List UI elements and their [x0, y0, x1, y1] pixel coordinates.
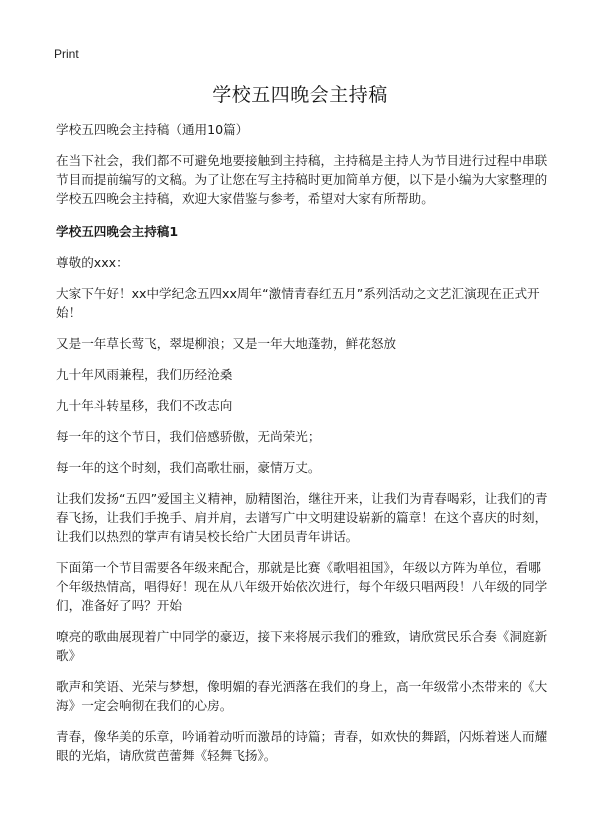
body-paragraph: 每一年的这个节日，我们倍感骄傲，无尚荣光；: [56, 429, 321, 444]
body-paragraph: 下面第一个节目需要各年级来配合，那就是比赛《歌唱祖国》，年级以方阵为单位，看哪个年级热情高，唱得好！现在从八年级开始依次进行，每个年级只唱两段！八年级的同学们，准备好了吗？开始: [56, 560, 548, 613]
section-heading: 学校五四晚会主持稿1: [56, 224, 179, 239]
body-paragraph: 让我们发扬“五四”爱国主义精神，励精图治，继往开来，让我们为青春喝彩，让我们的青春飞扬，让我们手挽手、肩并肩，去谱写广中文明建设崭新的篇章！在这个喜庆的时刻，让我们以热烈的掌声有请吴校长给广大团员青年讲话。: [56, 491, 548, 544]
body-paragraph: 歌声和笑语、光荣与梦想，像明媚的春光洒落在我们的身上，高一年级常小杰带来的《大海》一定会响彻在我们的心房。: [56, 679, 548, 713]
print-link[interactable]: Print: [54, 47, 79, 61]
page-title: 学校五四晚会主持稿: [212, 84, 388, 106]
body-paragraph: 青春，像华美的乐章，吟诵着动听而激昂的诗篇；青春，如欢快的舞蹈，闪烁着迷人而耀眼的光焰，请欣赏芭蕾舞《轻舞飞扬》。: [56, 729, 548, 763]
body-paragraph: 每一年的这个时刻，我们高歌壮丽，豪情万丈。: [56, 460, 321, 475]
greeting-paragraph: 尊敬的xxx：: [56, 255, 129, 270]
body-paragraph: 九十年风雨兼程，我们历经沧桑: [56, 367, 233, 382]
body-paragraph: 大家下午好！xx中学纪念五四xx周年“激情青春红五月”系列活动之文艺汇演现在正式开始！: [56, 286, 540, 320]
body-paragraph: 九十年斗转星移，我们不改志向: [56, 398, 233, 413]
document-body: [56, 120, 550, 777]
document-subtitle: 学校五四晚会主持稿（通用10篇）: [56, 122, 249, 137]
body-paragraph: 又是一年草长莺飞，翠堤柳浪；又是一年大地蓬勃，鲜花怒放: [56, 336, 397, 351]
intro-paragraph: 在当下社会，我们都不可避免地要接触到主持稿，主持稿是主持人为节目进行过程中串联节目而提前编写的文稿。为了让您在写主持稿时更加简单方便，以下是小编为大家整理的学校五四晚会主持稿，欢迎大家借鉴与参考，希望对大家有所帮助。: [56, 153, 548, 206]
body-paragraph: 嘹亮的歌曲展现着广中同学的豪迈，接下来将展示我们的雅致，请欣赏民乐合奏《洞庭新歌》: [56, 629, 548, 663]
